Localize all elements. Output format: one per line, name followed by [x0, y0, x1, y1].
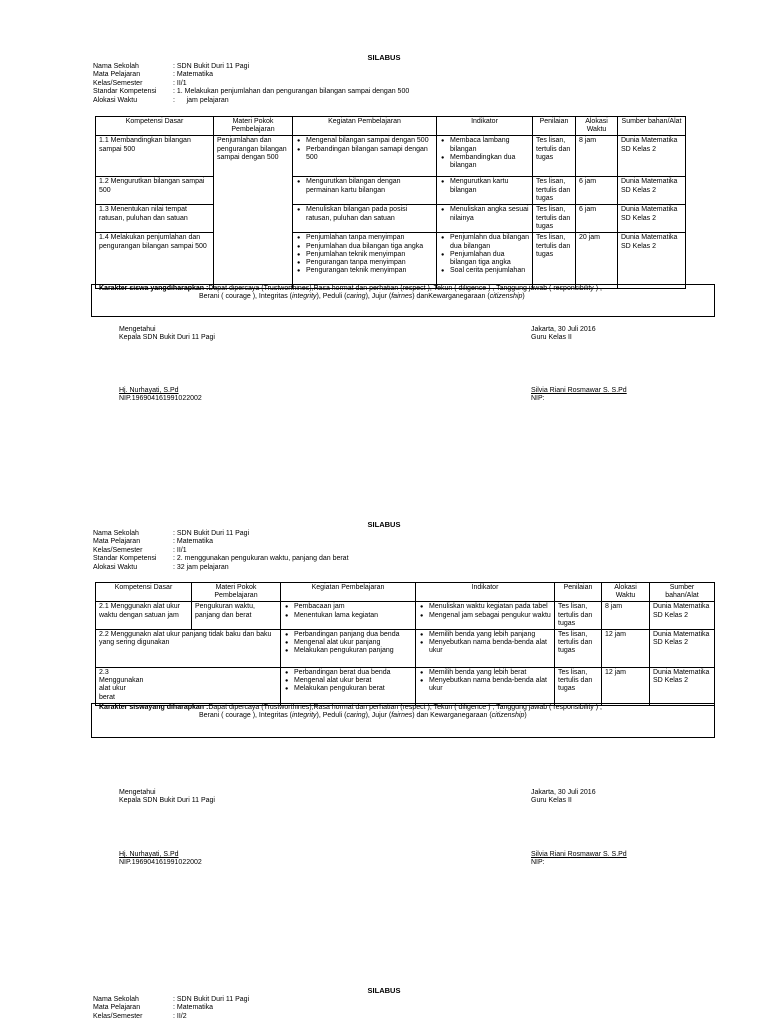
karakter-fairnes: fairnes	[391, 712, 413, 720]
cell-kegiatan	[281, 667, 416, 705]
list-item: ● Menyebutkan nama benda-benda alat ukur	[429, 639, 551, 655]
silabus-2-table	[95, 582, 715, 706]
karakter-text-2d: ) dan	[412, 712, 429, 720]
cell-materi: Penjumlahan dan pengurangan bilangan sampai dengan 500	[214, 136, 293, 289]
karakter-text-2e: Kewarganegaraan (	[428, 293, 490, 301]
meta-row	[93, 71, 409, 79]
karakter-citizenship: citizenship	[489, 293, 523, 301]
table-header-row	[96, 583, 715, 602]
karakter-line-2	[99, 293, 711, 301]
signature-date: Jakarta, 30 Juli 2016	[531, 326, 596, 333]
header-kegiatan: Kegiatan Pembelajaran	[281, 583, 416, 602]
signature-name: Silvia Riani Rosmawar S. S.Pd	[531, 851, 627, 858]
meta-value-sk: : 2. menggunakan pengukuran waktu, panjang dan berat	[173, 555, 349, 563]
cell-kd: 2.2 Menggunakn alat ukur panjang tidak baku dan baku yang sering digunakan	[96, 629, 281, 667]
cell-kd: 2.3 Menggunakan alat ukur berat	[96, 667, 281, 705]
signature-nip: NIP.196904161991022002	[119, 859, 202, 867]
silabus-2-karakter	[91, 703, 715, 738]
list-item: ● Perbandingan berat dua benda	[294, 669, 412, 677]
header-sumber: Sumber bahan/Alat	[650, 583, 715, 602]
meta-label-mapel: Mata Pelajaran	[93, 1004, 141, 1012]
signature-left-2	[119, 789, 215, 806]
meta-label-kelas: Kelas/Semester	[93, 79, 143, 87]
meta-label-sekolah: Nama Sekolah	[93, 63, 139, 70]
cell-penilaian: Tes lisan, tertulis dan tugas	[533, 177, 576, 205]
meta-value-sekolah: : SDN Bukit Duri 11 Pagi	[173, 530, 250, 537]
list-item: ● Melakukan pengukuran panjang	[294, 647, 412, 655]
meta-value-sekolah: : SDN Bukit Duri 11 Pagi	[173, 63, 250, 70]
cell-indikator	[437, 136, 533, 177]
list-item: ● Penjumlahan teknik menyimpan	[306, 251, 433, 259]
list-item: ● Perbandingan bilangan samapi dengan 500	[306, 146, 433, 162]
cell-kegiatan	[281, 602, 416, 630]
list-item: ● Mengenal alat ukur berat	[294, 677, 412, 685]
meta-label-alokasi: Alokasi Waktu	[93, 563, 138, 571]
header-indikator: Indikator	[437, 117, 533, 136]
cell-kegiatan	[293, 205, 437, 233]
table-row	[96, 233, 686, 289]
karakter-line-2	[99, 712, 711, 720]
meta-label-sk: Standar Kompetensi	[93, 555, 157, 563]
list-item: ● Menuliskan waktu kegiatan pada tabel	[429, 603, 551, 611]
list-item: ● Memilih benda yang lebih berat	[429, 669, 551, 677]
karakter-text-1: Dapat dipercaya (Trustworthines),Rasa hormat dan perhatian (respect ), Tekun ( diligence ) , Tanggung jawab ( responsibility ) ,	[208, 285, 602, 292]
meta-label-mapel: Mata Pelajaran	[93, 538, 141, 546]
cell-kd: 1.1 Membandingkan bilangan sampai 500	[96, 136, 214, 177]
meta-label-mapel: Mata Pelajaran	[93, 71, 141, 79]
cell-sumber: Dunia Matematika SD Kelas 2	[618, 177, 686, 205]
cell-kegiatan	[293, 233, 437, 289]
list-item: ● Mengurutkan bilangan dengan permainan kartu bilangan	[306, 178, 433, 194]
table-row	[96, 602, 715, 630]
list-item: ● Mengenal alat ukur panjang	[294, 639, 412, 647]
cell-sumber: Dunia Matematika SD Kelas 2	[650, 602, 715, 630]
silabus-1-karakter	[91, 284, 715, 317]
signature-nip: NIP:	[531, 859, 545, 867]
table-row	[96, 667, 715, 705]
meta-value-kelas: : II/1	[173, 546, 187, 554]
karakter-label: Karakter siswayang diharapkan :	[99, 704, 209, 711]
list-item: ● Mengurutkan kartu bilangan	[450, 178, 529, 194]
cell-waktu: 8 jam	[576, 136, 618, 177]
silabus-1-meta	[93, 63, 409, 105]
cell-waktu: 6 jam	[576, 177, 618, 205]
table-header-row	[96, 117, 686, 136]
karakter-text-2a: Berani ( courage ), Integritas (	[199, 712, 292, 720]
signature-right-2	[531, 789, 596, 806]
cell-waktu: 6 jam	[576, 205, 618, 233]
cell-sumber: Dunia Matematika SD Kelas 2	[618, 136, 686, 177]
list-item: ● Pengurangan teknik menyimpan	[306, 267, 433, 275]
cell-kd: 1.3 Menentukan nilai tempat ratusan, puluhan dan satuan	[96, 205, 214, 233]
list-item: ● Memilih benda yang lebih panjang	[429, 631, 551, 639]
cell-sumber: Dunia Matematika SD Kelas 2	[650, 667, 715, 705]
cell-kd: 1.4 Melakukan penjumlahan dan pengurangan bilangan sampai 500	[96, 233, 214, 289]
meta-label-sekolah: Nama Sekolah	[93, 996, 139, 1003]
cell-kegiatan	[293, 136, 437, 177]
list-item: ● Melakukan pengukuran berat	[294, 685, 412, 693]
list-item: ● Pengurangan tanpa menyimpan	[306, 259, 433, 267]
header-kegiatan: Kegiatan Pembelajaran	[293, 117, 437, 136]
header-materi: Materi Pokok Pembelajaran	[214, 117, 293, 136]
cell-kegiatan	[293, 177, 437, 205]
meta-label-alokasi: Alokasi Waktu	[93, 96, 138, 104]
meta-value-mapel: : Matematika	[173, 1004, 214, 1012]
table-row	[96, 629, 715, 667]
signature-right-name-2	[531, 851, 627, 868]
meta-row	[93, 97, 409, 105]
header-alokasi: Alokasi Waktu	[576, 117, 618, 136]
list-item: ● Menuliskan angka sesuai nilainya	[450, 206, 529, 222]
signature-mengetahui: Mengetahui	[119, 789, 156, 796]
meta-value-alokasi: : 32 jam pelajaran	[173, 563, 229, 571]
cell-sumber: Dunia Matematika SD Kelas 2	[618, 233, 686, 289]
silabus-2-meta	[93, 530, 349, 572]
table-row	[96, 205, 686, 233]
table-row	[96, 177, 686, 205]
karakter-text-2e: Kewarganegaraan (	[430, 712, 492, 720]
list-item: ● Mengenal jam sebagai pengukur waktu	[429, 612, 551, 620]
signature-name: Silvia Riani Rosmawar S. S.Pd	[531, 387, 627, 394]
karakter-line-1	[99, 285, 711, 293]
meta-row	[93, 530, 349, 538]
cell-kd: 2.1 Menggunakn alat ukur waktu dengan satuan jam	[96, 602, 192, 630]
cell-sumber: Dunia Matematika SD Kelas 2	[650, 629, 715, 667]
list-item: ● Membaca lambang bilangan	[450, 137, 529, 153]
karakter-integrity: integrity	[292, 712, 317, 720]
silabus-3-title: SILABUS	[367, 986, 401, 995]
cell-kd: 1.2 Mengurutkan bilangan sampai 500	[96, 177, 214, 205]
cell-penilaian: Tes lisan, tertulis dan tugas	[555, 602, 602, 630]
meta-label-kelas: Kelas/Semester	[93, 1012, 143, 1020]
signature-role: Guru Kelas II	[531, 334, 572, 342]
cell-penilaian: Tes lisan, tertulis dan tugas	[555, 667, 602, 705]
header-kompetensi: Kompetensi Dasar	[96, 583, 192, 602]
meta-value-alokasi: : jam pelajaran	[173, 96, 229, 104]
meta-value-mapel: : Matematika	[173, 71, 214, 79]
meta-row	[93, 1013, 249, 1021]
header-penilaian: Penilaian	[533, 117, 576, 136]
signature-right-1	[531, 326, 596, 343]
signature-left-name-1	[119, 387, 202, 404]
cell-kegiatan	[281, 629, 416, 667]
list-item: ● Penjumlahan dua bilangan tiga angka	[306, 243, 433, 251]
list-item: ● Menentukan lama kegiatan	[294, 612, 412, 620]
signature-date: Jakarta, 30 Juli 2016	[531, 789, 596, 796]
list-item: ● Membandingkan dua bilangan	[450, 154, 529, 170]
silabus-1-table	[95, 116, 686, 289]
signature-left-name-2	[119, 851, 202, 868]
cell-indikator	[416, 629, 555, 667]
meta-row	[93, 996, 249, 1004]
karakter-text-2c: ), Jujur (	[365, 293, 392, 301]
cell-waktu: 20 jam	[576, 233, 618, 289]
meta-value-sekolah: : SDN Bukit Duri 11 Pagi	[173, 996, 250, 1003]
meta-row	[93, 538, 349, 546]
list-item: ● Perbandingan panjang dua benda	[294, 631, 412, 639]
list-item: ● Penjumlahn dua bilangan dua bilangan	[450, 234, 529, 250]
header-alokasi: Alokasi Waktu	[602, 583, 650, 602]
cell-indikator	[437, 233, 533, 289]
cell-materi: Pengukuran waktu, panjang dan berat	[192, 602, 281, 630]
meta-row	[93, 564, 349, 572]
header-penilaian: Penilaian	[555, 583, 602, 602]
karakter-text-1: Dapat dipercaya (Trustworthines),Rasa hormat dan perhatian (respect ), Tekun ( diligence ) , Tanggung jawab ( responsibility ) ,	[208, 704, 602, 711]
cell-penilaian: Tes lisan, tertulis dan tugas	[533, 233, 576, 289]
meta-row	[93, 88, 409, 96]
karakter-text-2f: )	[522, 293, 525, 301]
karakter-text-2a: Berani ( courage ), Integritas (	[199, 293, 292, 301]
meta-value-mapel: : Matematika	[173, 538, 214, 546]
cell-waktu: 8 jam	[602, 602, 650, 630]
meta-row	[93, 63, 409, 71]
meta-row	[93, 80, 409, 88]
meta-row	[93, 547, 349, 555]
cell-waktu: 12 jam	[602, 667, 650, 705]
cell-penilaian: Tes lisan, tertulis dan tugas	[533, 205, 576, 233]
meta-label-sk: Standar Kompetensi	[93, 88, 157, 96]
karakter-fairnes: fairnes	[391, 293, 413, 301]
table-row	[96, 136, 686, 177]
cell-penilaian: Tes lisan, tertulis dan tugas	[533, 136, 576, 177]
header-sumber: Sumber bahan/Alat	[618, 117, 686, 136]
karakter-line-1	[99, 704, 711, 712]
signature-name: Hj. Nurhayati, S.Pd	[119, 851, 179, 858]
list-item: ● Penjumlahan dua bilangan tiga angka	[450, 251, 529, 267]
karakter-citizenship: citizenship	[491, 712, 525, 720]
cell-indikator	[416, 602, 555, 630]
signature-role: Guru Kelas II	[531, 797, 572, 805]
silabus-2-title: SILABUS	[367, 520, 401, 529]
karakter-caring: caring	[346, 712, 366, 720]
karakter-text-2b: ), Peduli (	[316, 712, 347, 720]
list-item: ● Menyebutkan nama benda-benda alat ukur	[429, 677, 551, 693]
cell-penilaian: Tes lisan, tertulis dan tugas	[555, 629, 602, 667]
meta-row	[93, 1004, 249, 1012]
cell-sumber: Dunia Matematika SD Kelas 2	[618, 205, 686, 233]
silabus-1-title: SILABUS	[367, 53, 401, 62]
header-kompetensi: Kompetensi Dasar	[96, 117, 214, 136]
cell-waktu: 12 jam	[602, 629, 650, 667]
karakter-caring: caring	[346, 293, 366, 301]
meta-label-kelas: Kelas/Semester	[93, 546, 143, 554]
header-indikator: Indikator	[416, 583, 555, 602]
list-item: ● Mengenal bilangan sampai dengan 500	[306, 137, 433, 145]
signature-kepala: Kepala SDN Bukit Duri 11 Pagi	[119, 797, 215, 805]
cell-indikator	[416, 667, 555, 705]
list-item: ● Pembacaan jam	[294, 603, 412, 611]
meta-row	[93, 555, 349, 563]
meta-value-kelas: : II/2	[173, 1012, 187, 1020]
cell-indikator	[437, 177, 533, 205]
list-item: ● Soal cerita penjumlahan	[450, 267, 529, 275]
meta-label-sekolah: Nama Sekolah	[93, 530, 139, 537]
cell-indikator	[437, 205, 533, 233]
karakter-integrity: integrity	[292, 293, 317, 301]
list-item: ● Penjumlahan tanpa menyimpan	[306, 234, 433, 242]
header-materi: Materi Pokok Pembelajaran	[192, 583, 281, 602]
signature-nip: NIP:	[531, 395, 545, 403]
list-item: ● Menuliskan bilangan pada posisi ratusan, puluhan dan satuan	[306, 206, 433, 222]
signature-right-name-1	[531, 387, 627, 404]
signature-name: Hj. Nurhayati, S.Pd	[119, 387, 179, 394]
karakter-text-2f: )	[524, 712, 527, 720]
signature-left-1	[119, 326, 215, 343]
karakter-text-2b: ), Peduli (	[316, 293, 347, 301]
karakter-text-2c: ), Jujur (	[365, 712, 392, 720]
karakter-label: Karakter siswa yangdiharapkan :	[99, 285, 209, 292]
karakter-text-2d: ) dan	[412, 293, 429, 301]
signature-mengetahui: Mengetahui	[119, 326, 156, 333]
silabus-3-meta	[93, 996, 249, 1021]
meta-value-kelas: : II/1	[173, 79, 187, 87]
signature-nip: NIP.196904161991022002	[119, 395, 202, 403]
meta-value-sk: : 1. Melakukan penjumlahan dan pengurangan bilangan sampai dengan 500	[173, 88, 410, 96]
signature-kepala: Kepala SDN Bukit Duri 11 Pagi	[119, 334, 215, 342]
